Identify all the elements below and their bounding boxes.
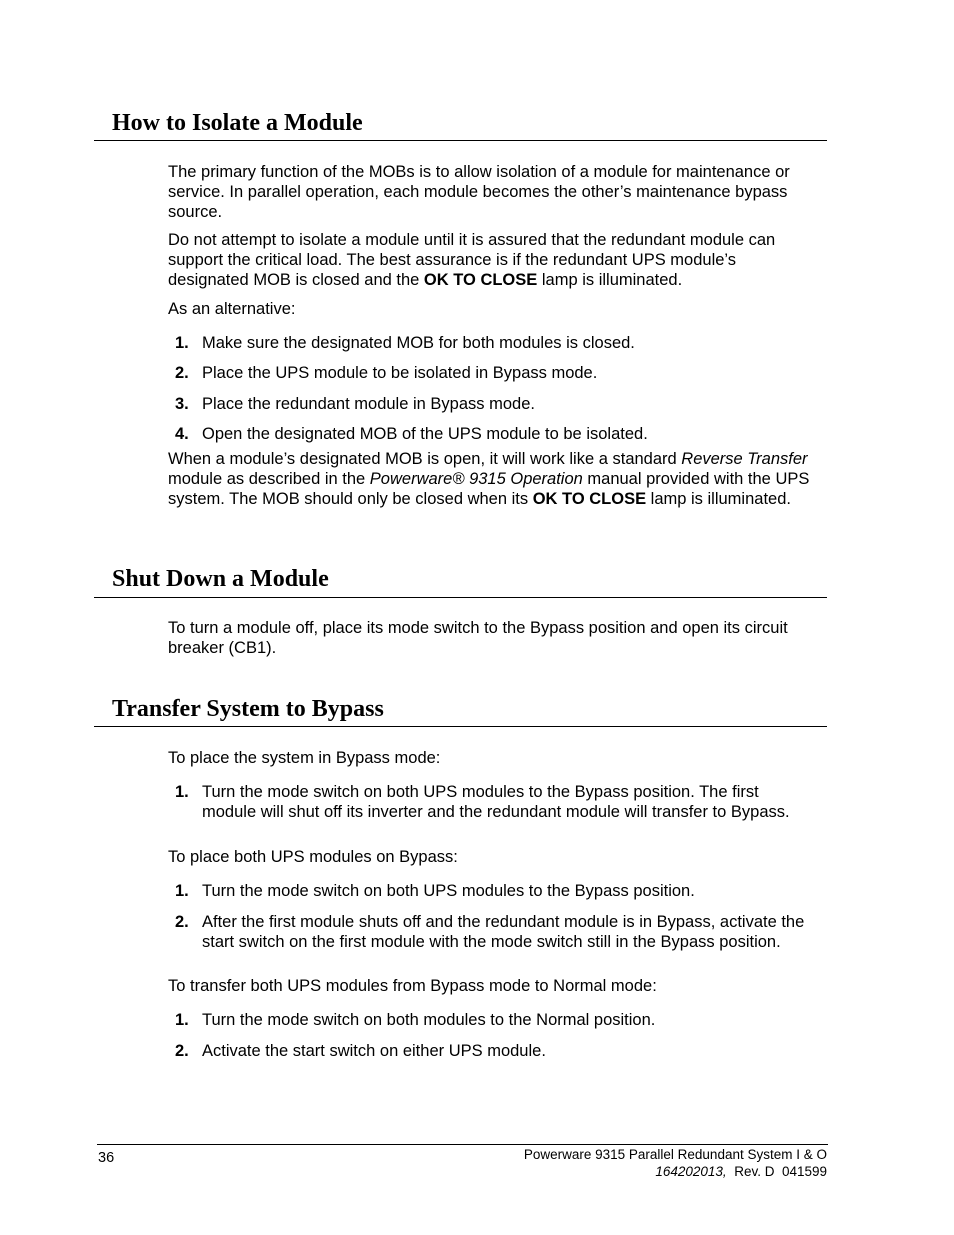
text-run: Do not attempt to isolate a module until it is assured that the redundant module can support the critical load. The best assurance is if the redundant UPS module’s designated MOB is closed and the <box>168 231 776 289</box>
list-number: 1. <box>175 334 189 352</box>
paragraph: To turn a module off, place its mode switch to the Bypass position and open its circuit breaker (CB1). <box>168 619 788 657</box>
paragraph: The primary function of the MOBs is to allow isolation of a module for maintenance or service. In parallel operation, each module becomes the other’s maintenance bypass source. <box>168 163 790 221</box>
list-item <box>168 881 818 901</box>
list-text: After the first module shuts off and the redundant module is in Bypass, activate the start switch on the first module with the mode switch still in the Bypass position. <box>202 913 805 951</box>
list-item <box>168 394 818 414</box>
list-item <box>168 1010 818 1030</box>
list-text: Activate the start switch on either UPS module. <box>202 1042 546 1060</box>
paragraph <box>168 449 818 509</box>
page-number: 36 <box>98 1150 115 1166</box>
paragraph: As an alternative: <box>168 300 296 318</box>
list-number: 2. <box>175 1042 189 1060</box>
list-text: Place the redundant module in Bypass mode. <box>202 395 535 413</box>
list-text: Open the designated MOB of the UPS module to be isolated. <box>202 425 648 443</box>
heading-shut-down-module: Shut Down a Module <box>112 566 329 592</box>
text-run: When a module’s designated MOB is open, it will work like a standard <box>168 450 682 468</box>
list-number: 1. <box>175 1011 189 1029</box>
list-text: Make sure the designated MOB for both modules is closed. <box>202 334 635 352</box>
footer-revision-line <box>524 1163 827 1180</box>
list-number: 4. <box>175 425 189 443</box>
footer-title: Powerware 9315 Parallel Redundant System I & O <box>523 1147 827 1162</box>
heading-rule <box>94 597 827 598</box>
heading-transfer-bypass: Transfer System to Bypass <box>112 696 384 722</box>
text-run: module as described in the <box>168 470 370 488</box>
footer-document-info <box>524 1146 827 1180</box>
list-item <box>168 912 818 952</box>
list-item <box>168 1041 818 1061</box>
paragraph: To place the system in Bypass mode: <box>168 749 441 767</box>
paragraph: To transfer both UPS modules from Bypass mode to Normal mode: <box>168 977 657 995</box>
list-number: 3. <box>175 395 189 413</box>
ok-to-close-label: OK TO CLOSE <box>423 271 538 289</box>
paragraph <box>168 230 818 290</box>
paragraph: To place both UPS modules on Bypass: <box>168 848 458 866</box>
list-text: Turn the mode switch on both modules to the Normal position. <box>202 1011 656 1029</box>
list-number: 2. <box>175 913 189 931</box>
list-number: 2. <box>175 364 189 382</box>
list-text: Turn the mode switch on both UPS modules to the Bypass position. The first module will shut off its inverter and the redundant module will transfer to Bypass. <box>202 783 790 821</box>
list-item <box>168 424 818 444</box>
list-number: 1. <box>175 783 189 801</box>
footer-doc-number: 164202013, <box>655 1164 727 1179</box>
list-text: Place the UPS module to be isolated in Bypass mode. <box>202 364 598 382</box>
footer-revision: Rev. D 041599 <box>726 1164 827 1179</box>
text-run: lamp is illuminated. <box>646 490 791 508</box>
ok-to-close-label: OK TO CLOSE <box>532 490 647 508</box>
heading-isolate-module: How to Isolate a Module <box>112 110 363 136</box>
list-item <box>168 782 818 822</box>
list-number: 1. <box>175 882 189 900</box>
list-text: Turn the mode switch on both UPS modules to the Bypass position. <box>202 882 695 900</box>
italic-manual-title: Powerware® 9315 Operation <box>369 470 583 488</box>
italic-term: Reverse Transfer <box>681 450 808 468</box>
text-run: lamp is illuminated. <box>537 271 683 289</box>
footer-rule <box>97 1144 828 1145</box>
heading-rule <box>94 140 827 141</box>
heading-rule <box>94 726 827 727</box>
list-item <box>168 363 818 383</box>
text-run: manual provided with the UPS system. The MOB should only be closed when its <box>168 470 810 508</box>
list-item <box>168 333 818 353</box>
